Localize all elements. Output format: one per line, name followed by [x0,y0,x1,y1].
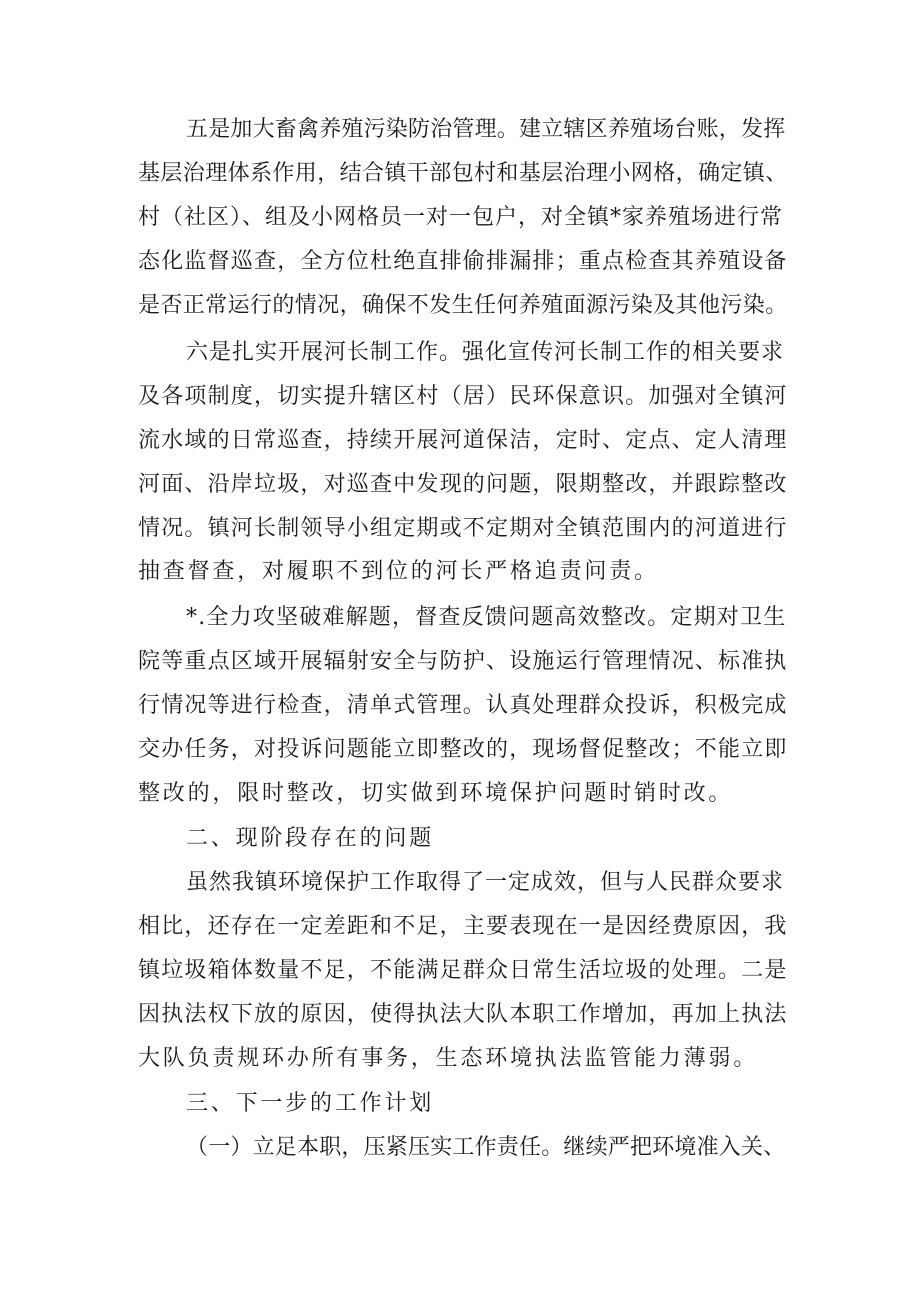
text-line: 基层治理体系作用，结合镇干部包村和基层治理小网格，确定镇、 [138,161,788,186]
heading-text: 三、下一步的工作计划 [186,1091,435,1116]
text-line: 及各项制度，切实提升辖区村（居）民环保意识。加强对全镇河 [138,384,788,409]
text-line: 院等重点区域开展辐射安全与防护、设施运行管理情况、标准执 [138,649,788,674]
text-line: 流水域的日常巡查，持续开展河道保洁，定时、定点、定人清理 [138,428,788,453]
text-line: 相比，还存在一定差距和不足，主要表现在一是因经费原因，我 [138,914,788,939]
text-line: 六是扎实开展河长制工作。强化宣传河长制工作的相关要求 [186,340,785,365]
text-line: 行情况等进行检查，清单式管理。认真处理群众投诉，积极完成 [138,693,788,718]
heading-text: 二、现阶段存在的问题 [186,826,435,851]
text-line: 情况。镇河长制领导小组定期或不定期对全镇范围内的河道进行 [138,516,788,541]
text-line: 整改的，限时整改，切实做到环境保护问题时销时改。 [138,781,734,806]
text-line: 村（社区）、组及小网格员一对一包户，对全镇*家养殖场进行常 [138,205,784,230]
text-line: *.全力攻坚破难解题，督查反馈问题高效整改。定期对卫生 [186,605,787,630]
text-line: 因执法权下放的原因，使得执法大队本职工作增加，再加上执法 [138,1002,788,1027]
text-line: 虽然我镇环境保护工作取得了一定成效，但与人民群众要求 [186,870,785,895]
text-line: 抽查督查，对履职不到位的河长严格追责问责。 [138,559,659,584]
text-line: 大队负责规环办所有事务，生态环境执法监管能力薄弱。 [138,1046,759,1071]
text-line: 态化监督巡查，全方位杜绝直排偷排漏排；重点检查其养殖设备 [138,249,788,274]
text-line: （一）立足本职，压紧压实工作责任。继续严把环境准入关、 [186,1135,786,1160]
text-line: 五是加大畜禽养殖污染防治管理。建立辖区养殖场台账，发挥 [186,117,786,142]
text-line: 镇垃圾箱体数量不足，不能满足群众日常生活垃圾的处理。二是 [138,958,788,983]
text-line: 交办任务，对投诉问题能立即整改的，现场督促整改；不能立即 [138,737,788,762]
text-line: 是否正常运行的情况，确保不发生任何养殖面源污染及其他污染。 [138,293,788,318]
text-line: 河面、沿岸垃圾，对巡查中发现的问题，限期整改，并跟踪整改 [138,472,788,497]
